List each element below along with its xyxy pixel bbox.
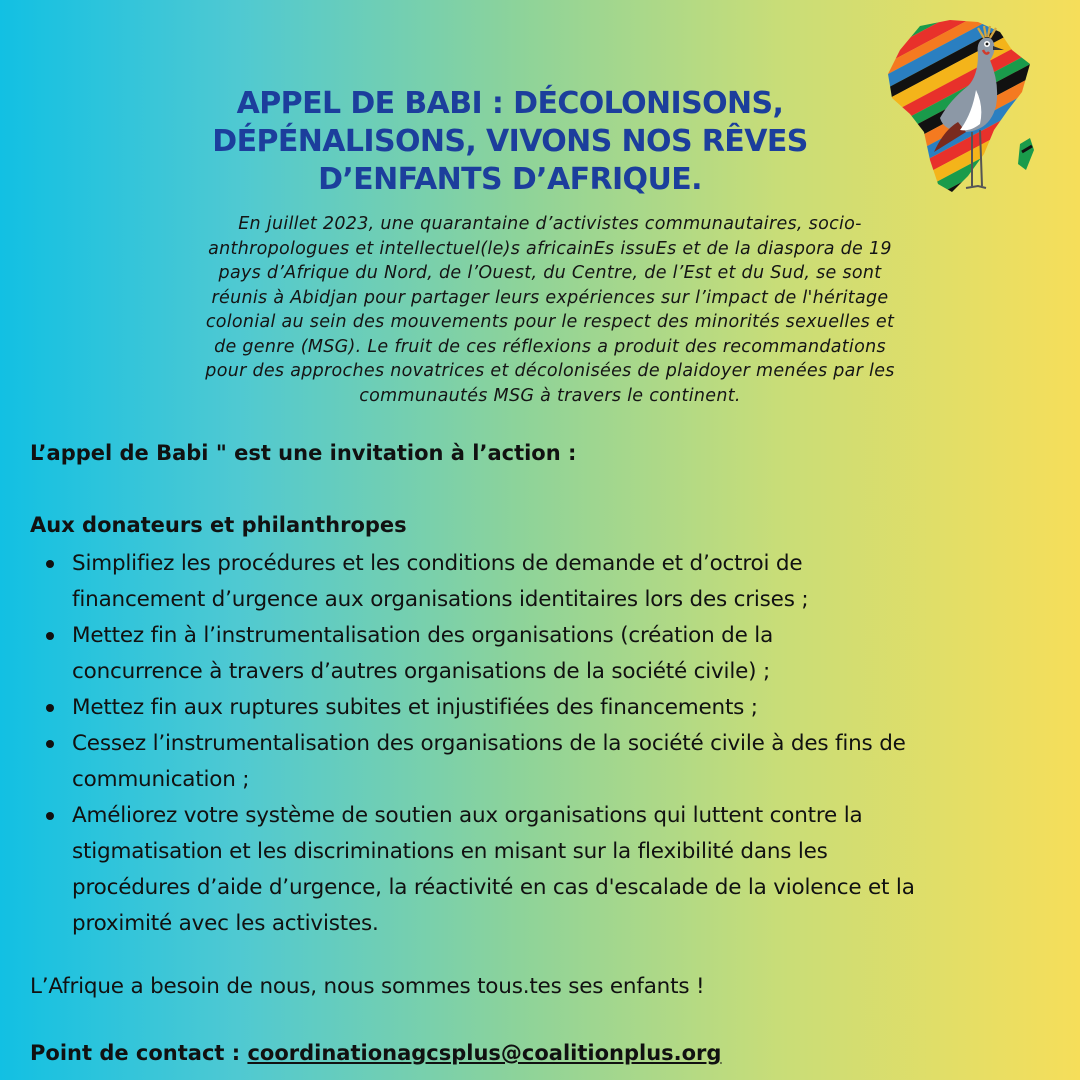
recommendation-item: [30, 690, 1070, 726]
intro-line: colonial au sein des mouvements pour le respect des minorités sexuelles et: [205, 312, 895, 332]
recommendation-line: communication ;: [72, 767, 250, 792]
recommendation-line: Améliorez votre système de soutien aux organisations qui luttent contre la: [72, 803, 863, 828]
africa-map-with-crowned-crane-icon: [880, 14, 1040, 198]
title-line: APPEL DE BABI : DÉCOLONISONS,: [236, 86, 784, 121]
closing-statement: L’Afrique a besoin de nous, nous sommes tous.tes ses enfants !: [30, 974, 705, 999]
recommendation-line: concurrence à travers d’autres organisations de la société civile) ;: [72, 659, 770, 684]
intro-line: communautés MSG à travers le continent.: [359, 385, 741, 406]
recommendation-line: stigmatisation et les discriminations en misant sur la flexibilité dans les: [72, 839, 828, 864]
audience-heading: Aux donateurs et philanthropes: [30, 513, 407, 537]
recommendation-item: [30, 798, 1070, 942]
invitation-heading: L’appel de Babi " est une invitation à l’action :: [30, 441, 577, 465]
recommendation-line: Mettez fin aux ruptures subites et injustifiées des financements ;: [72, 695, 758, 720]
intro-line: réunis à Abidjan pour partager leurs expériences sur l’impact de l'héritage: [211, 287, 889, 308]
recommendation-line: procédures d’aide d’urgence, la réactivité en cas d'escalade de la violence et la: [72, 875, 915, 900]
intro-line: de genre (MSG). Le fruit de ces réflexions a produit des recommandations: [214, 336, 886, 357]
recommendation-line: financement d’urgence aux organisations identitaires lors des crises ;: [72, 587, 809, 612]
intro-line: anthropologues et intellectuel(le)s africainEs issuEs et de la diaspora de 19: [208, 238, 892, 259]
recommendation-item: [30, 618, 1070, 690]
title-line: DÉPÉNALISONS, VIVONS NOS RÊVES: [212, 124, 808, 159]
recommendations-list: [30, 546, 1070, 942]
intro-line: pour des approches novatrices et décolonisées de plaidoyer menées par les: [205, 361, 895, 381]
recommendation-item: [30, 726, 1070, 798]
intro-line: pays d’Afrique du Nord, de l’Ouest, du Centre, de l’Est et du Sud, se sont: [218, 263, 882, 283]
recommendation-line: proximité avec les activistes.: [72, 911, 379, 936]
recommendation-item: [30, 546, 1070, 618]
contact-email-link[interactable]: coordinationagcsplus@coalitionplus.org: [247, 1041, 722, 1065]
intro-paragraph: [100, 212, 1000, 408]
recommendation-line: Mettez fin à l’instrumentalisation des organisations (création de la: [72, 623, 774, 648]
title-line: D’ENFANTS D’AFRIQUE.: [318, 162, 702, 197]
intro-line: En juillet 2023, une quarantaine d’activistes communautaires, socio-: [238, 214, 862, 234]
contact-label: Point de contact :: [30, 1041, 241, 1065]
page-title: [160, 85, 860, 199]
recommendation-line: Cessez l’instrumentalisation des organisations de la société civile à des fins de: [72, 731, 906, 756]
contact-line: [30, 1038, 721, 1068]
recommendation-line: Simplifiez les procédures et les conditions de demande et d’octroi de: [72, 551, 803, 576]
